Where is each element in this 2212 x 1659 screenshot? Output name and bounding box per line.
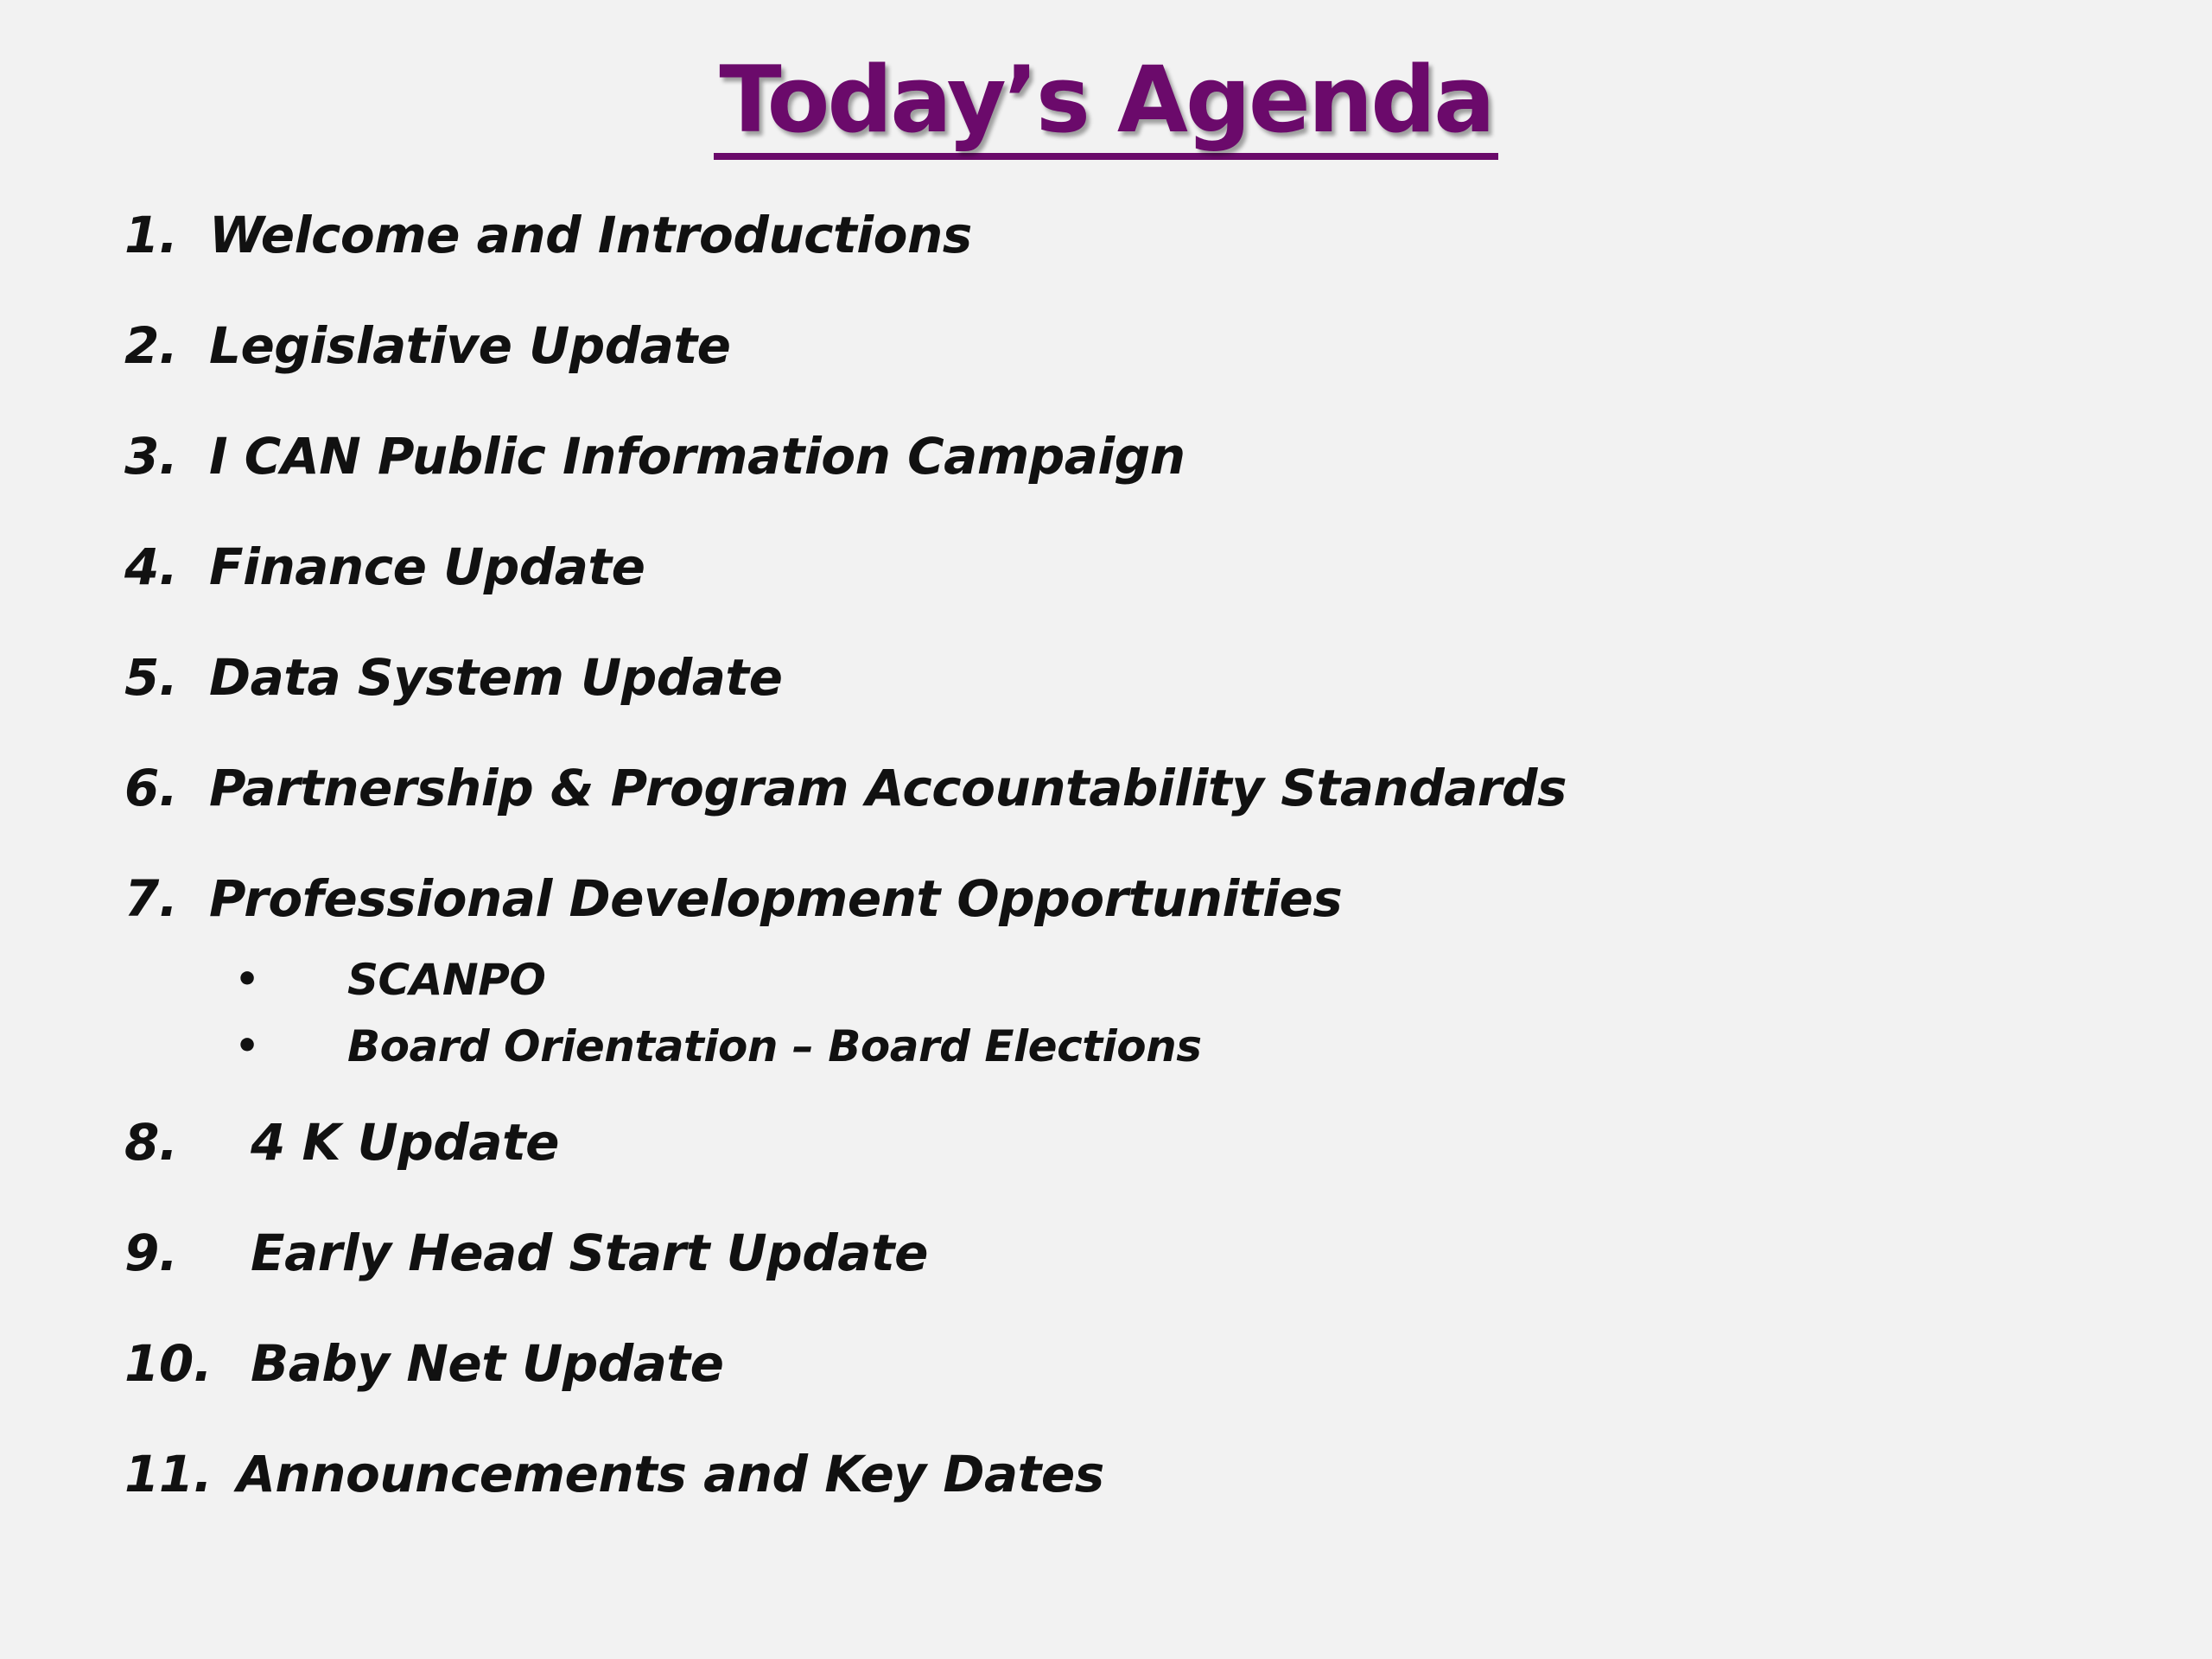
agenda-item-1 [0,200,2212,270]
agenda-item-number: 3. [124,427,178,486]
agenda-item-number: 1. [124,206,178,264]
agenda-item-label: I CAN Public Information Campaign [209,427,1185,486]
agenda-item-number: 5. [124,648,178,707]
bullet-icon: • [235,1024,259,1068]
agenda-item-number: 6. [124,759,178,817]
agenda-subitem-scanpo [0,950,2212,1010]
agenda-item-number: 8. [124,1113,178,1172]
agenda-item-9 [0,1218,2212,1287]
agenda-subitem-label: SCANPO [347,955,546,1005]
agenda-item-label: 4 K Update [251,1113,560,1172]
agenda-item-6 [0,753,2212,823]
agenda-item-label: Data System Update [209,648,783,707]
agenda-item-number: 4. [124,537,178,596]
agenda-item-label: Announcements and Key Dates [237,1445,1104,1503]
agenda-item-11 [0,1440,2212,1509]
agenda-item-7 [0,864,2212,933]
agenda-item-8 [0,1108,2212,1177]
agenda-subitem-board-orientation [0,1016,2212,1077]
agenda-item-10 [0,1329,2212,1398]
slide-title-text: Today’s Agenda [714,50,1497,160]
agenda-item-label: Finance Update [209,537,645,596]
agenda-item-label: Legislative Update [209,316,731,375]
agenda-item-number: 2. [124,316,178,375]
agenda-item-2 [0,311,2212,380]
agenda-subitem-label: Board Orientation – Board Elections [347,1021,1202,1071]
agenda-item-3 [0,422,2212,491]
agenda-item-label: Partnership & Program Accountability Standards [209,759,1567,817]
agenda-item-label: Early Head Start Update [251,1224,928,1282]
agenda-item-5 [0,643,2212,712]
agenda-item-4 [0,532,2212,601]
agenda-item-label: Welcome and Introductions [209,206,972,264]
agenda-item-number: 11. [124,1445,213,1503]
agenda-item-label: Baby Net Update [251,1334,724,1393]
bullet-icon: • [235,957,259,1001]
agenda-item-label: Professional Development Opportunities [209,869,1343,928]
agenda-item-number: 10. [124,1334,213,1393]
agenda-item-number: 7. [124,869,178,928]
agenda-item-number: 9. [124,1224,178,1282]
